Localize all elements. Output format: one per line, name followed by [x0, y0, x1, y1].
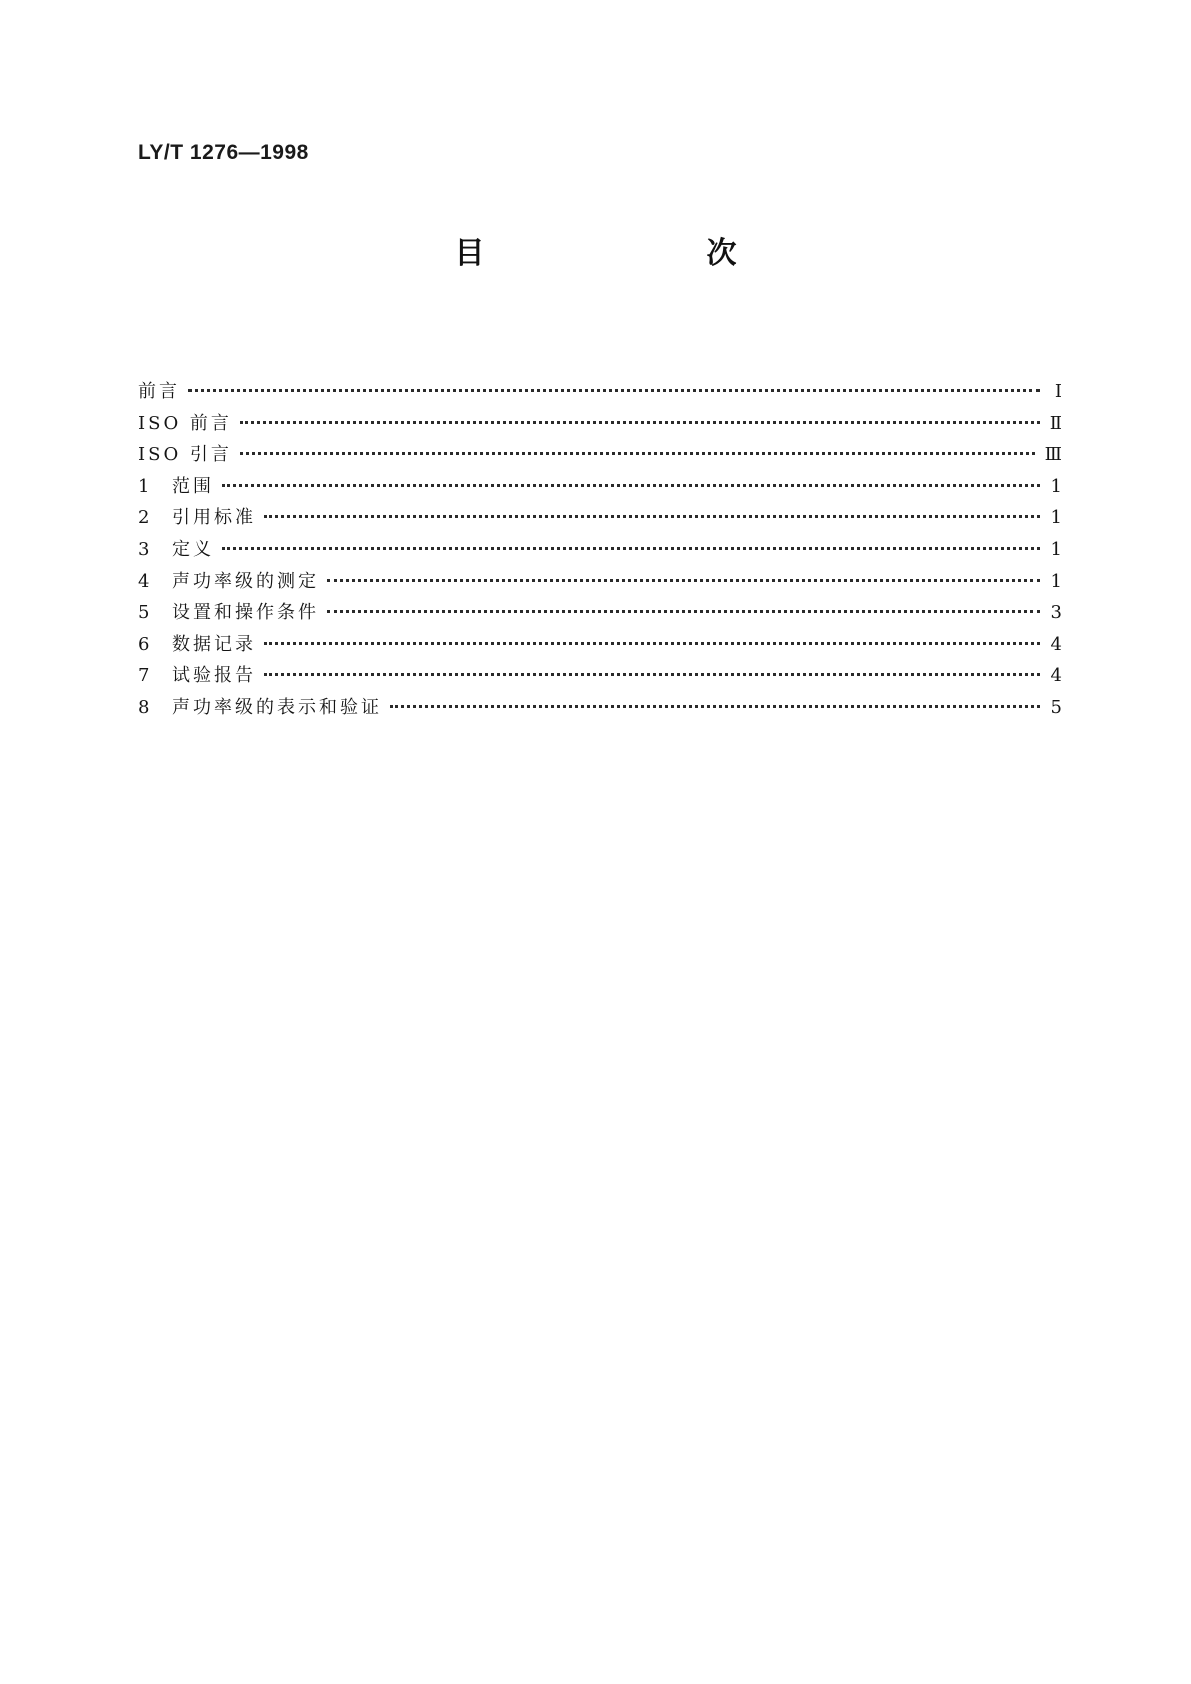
toc-dot-leader	[240, 452, 1035, 455]
toc-entry-definitions[interactable]	[138, 534, 1062, 566]
toc-dot-leader	[327, 579, 1040, 582]
toc-entry-title: 定义	[172, 538, 214, 560]
toc-dot-leader	[222, 547, 1040, 550]
toc-dot-leader	[264, 673, 1040, 676]
toc-entry-number: 1	[138, 475, 150, 497]
toc-dot-leader	[188, 389, 1040, 392]
toc-entry-iso-foreword[interactable]	[138, 408, 1062, 440]
toc-entry-page: 1	[1050, 475, 1062, 497]
toc-entry-title: ISO 引言	[138, 444, 232, 466]
toc-entry-page: 4	[1050, 665, 1062, 687]
toc-entry-page: 1	[1050, 570, 1062, 592]
toc-entry-number: 5	[138, 602, 150, 624]
toc-entry-page: Ⅲ	[1044, 444, 1062, 466]
toc-entry-page: 4	[1050, 633, 1062, 655]
toc-entry-number: 6	[138, 633, 150, 655]
toc-dot-leader	[264, 642, 1040, 645]
page-title: 目 次	[454, 236, 833, 271]
toc-entry-title: 数据记录	[172, 633, 256, 655]
toc-entry-title: 引用标准	[172, 507, 256, 529]
toc-entry-title: 前言	[138, 381, 180, 402]
toc-entry-title: 设置和操作条件	[172, 602, 319, 624]
toc-entry-title: 声功率级的表示和验证	[172, 696, 382, 718]
toc-entry-number: 4	[138, 570, 150, 592]
toc-entry-normative-references[interactable]	[138, 502, 1062, 534]
standard-code: LY/T 1276—1998	[138, 141, 309, 164]
toc-entry-page: Ⅰ	[1054, 381, 1062, 402]
toc-entry-declaration-verification[interactable]	[138, 692, 1062, 724]
toc-entry-page: 3	[1050, 602, 1062, 624]
toc-entry-number: 3	[138, 538, 150, 560]
toc-dot-leader	[390, 705, 1040, 708]
toc-entry-measurement[interactable]	[138, 566, 1062, 598]
toc-entry-scope[interactable]	[138, 471, 1062, 503]
toc-entry-page: 5	[1050, 696, 1062, 718]
toc-entry-test-report[interactable]	[138, 660, 1062, 692]
toc-entry-conditions[interactable]	[138, 597, 1062, 629]
toc-entry-number: 2	[138, 507, 150, 529]
toc-entry-foreword[interactable]	[138, 376, 1062, 408]
table-of-contents	[138, 376, 1062, 724]
toc-entry-page: 1	[1050, 538, 1062, 560]
toc-entry-title: 声功率级的测定	[172, 570, 319, 592]
toc-entry-number: 7	[138, 665, 150, 687]
toc-dot-leader	[327, 610, 1040, 613]
toc-entry-title: 范围	[172, 475, 214, 497]
toc-entry-page: Ⅱ	[1049, 412, 1062, 434]
toc-dot-leader	[240, 421, 1040, 424]
toc-entry-iso-introduction[interactable]	[138, 439, 1062, 471]
toc-entry-number: 8	[138, 696, 150, 718]
toc-dot-leader	[222, 484, 1040, 487]
toc-dot-leader	[264, 515, 1040, 518]
toc-entry-title: 试验报告	[172, 665, 256, 687]
toc-entry-title: ISO 前言	[138, 412, 232, 434]
toc-entry-data-recording[interactable]	[138, 629, 1062, 661]
toc-entry-page: 1	[1050, 507, 1062, 529]
